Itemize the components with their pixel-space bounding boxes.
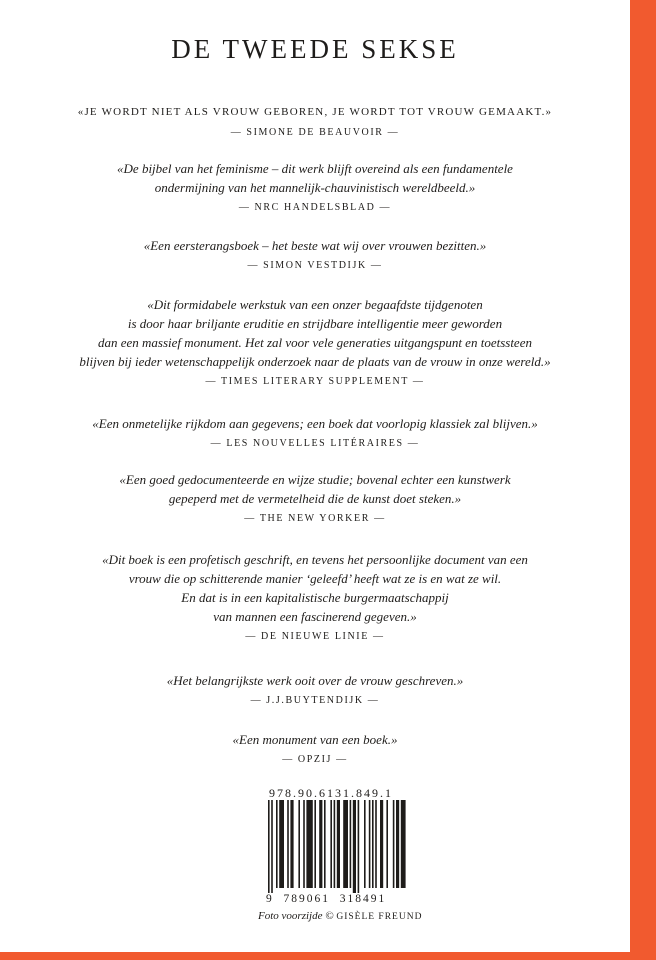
barcode-bar xyxy=(319,800,322,888)
barcode-bar xyxy=(369,800,371,888)
barcode-bar xyxy=(372,800,374,888)
barcode xyxy=(266,800,406,893)
quote-block xyxy=(26,236,604,274)
quote-block xyxy=(26,730,604,768)
quote-block xyxy=(26,470,604,527)
barcode-bar xyxy=(276,800,278,888)
barcode-bar xyxy=(330,800,332,888)
barcode-bar xyxy=(279,800,284,888)
book-title: DE TWEEDE SEKSE xyxy=(171,34,459,64)
barcode-bar xyxy=(334,800,336,888)
quote-source: — NRC HANDELSBLAD — xyxy=(238,202,392,213)
barcode-bar xyxy=(396,800,399,888)
quote-source: — J.J.BUYTENDIJK — xyxy=(250,695,380,706)
photo-credit-label: Foto voorzijde © xyxy=(258,910,334,922)
barcode-bar xyxy=(306,800,312,888)
quote-text: «Dit formidabele werkstuk van een onzer begaafdste tijdgenoten is door haar briljante eruditie en strijdbare intelligentie meer geworden dan een massief monument. Het zal voor vele generaties uitgangspunt en toetssteen blijven bij ieder wetenschappelijk onderzoek naar de plaats van de vrouw in onze wereld.» xyxy=(79,297,551,369)
quote-text: «JE WORDT NIET ALS VROUW GEBOREN, JE WORDT TOT VROUW GEMAAKT.» xyxy=(77,106,553,118)
barcode-bar xyxy=(358,800,360,893)
quote-text: «Een eersterangsboek – het beste wat wij over vrouwen bezitten.» xyxy=(143,238,487,253)
quote-source: — DE NIEUWE LINIE — xyxy=(245,631,385,642)
isbn-number: 978.90.6131.849.1 xyxy=(269,786,393,800)
barcode-bar xyxy=(287,800,289,888)
barcode-bar xyxy=(271,800,273,893)
barcode-bar xyxy=(298,800,300,888)
quote-text: «Dit boek is een profetisch geschrift, en tevens het persoonlijke document van een vrouw die op schitterende manier ‘geleefd’ heeft wat ze is en wat ze wil. En dat is in een kapitalistische burgermaatschappij van mannen een fascinerend gegeven.» xyxy=(102,552,528,624)
quote-block xyxy=(26,550,604,645)
barcode-bar xyxy=(364,800,366,888)
orange-border-right xyxy=(630,0,656,960)
quote-block xyxy=(26,671,604,709)
quote-text: «De bijbel van het feminisme – dit werk blijft overeind als een fundamentele ondermijning van het mannelijk-chauvinistisch wereldbeeld.» xyxy=(117,161,513,195)
quote-source: — OPZIJ — xyxy=(282,754,348,765)
quote-source: — THE NEW YORKER — xyxy=(244,513,386,524)
barcode-bar xyxy=(386,800,388,888)
barcode-bar xyxy=(393,800,395,888)
quote-block xyxy=(26,159,604,216)
quote-text: «Een monument van een boek.» xyxy=(232,732,398,747)
quote-source: — SIMON VESTDIJK — xyxy=(247,260,383,271)
barcode-bar xyxy=(324,800,326,888)
barcode-bar xyxy=(268,800,270,893)
barcode-bar xyxy=(380,800,383,888)
barcode-bar xyxy=(350,800,352,888)
barcode-digits: 9 789061 318491 xyxy=(266,893,387,905)
barcode-bar xyxy=(290,800,293,888)
quote-text: «Een goed gedocumenteerde en wijze studie; bovenal echter een kunstwerk gepeperd met de vermetelheid die de kunst doet steken.» xyxy=(119,472,511,506)
quote-block xyxy=(26,103,604,141)
photo-credit-name: GISÈLE FREUND xyxy=(336,912,423,922)
quote-block xyxy=(26,414,604,452)
quote-source: — LES NOUVELLES LITÉRAIRES — xyxy=(210,438,420,449)
quote-source: — SIMONE DE BEAUVOIR — xyxy=(230,127,400,138)
barcode-bar xyxy=(343,800,348,888)
quote-text: «Een onmetelijke rijkdom aan gegevens; een boek dat voorlopig klassiek zal blijven.» xyxy=(92,416,538,431)
barcode-bar xyxy=(314,800,316,888)
barcode-bar xyxy=(337,800,340,888)
barcode-bar xyxy=(401,800,406,888)
photo-credit xyxy=(258,910,422,922)
quote-text: «Het belangrijkste werk ooit over de vrouw geschreven.» xyxy=(166,673,464,688)
barcode-bar xyxy=(375,800,377,888)
barcode-bar xyxy=(303,800,305,888)
quote-block xyxy=(26,295,604,390)
quote-source: — TIMES LITERARY SUPPLEMENT — xyxy=(205,376,425,387)
barcode-bar xyxy=(353,800,356,893)
